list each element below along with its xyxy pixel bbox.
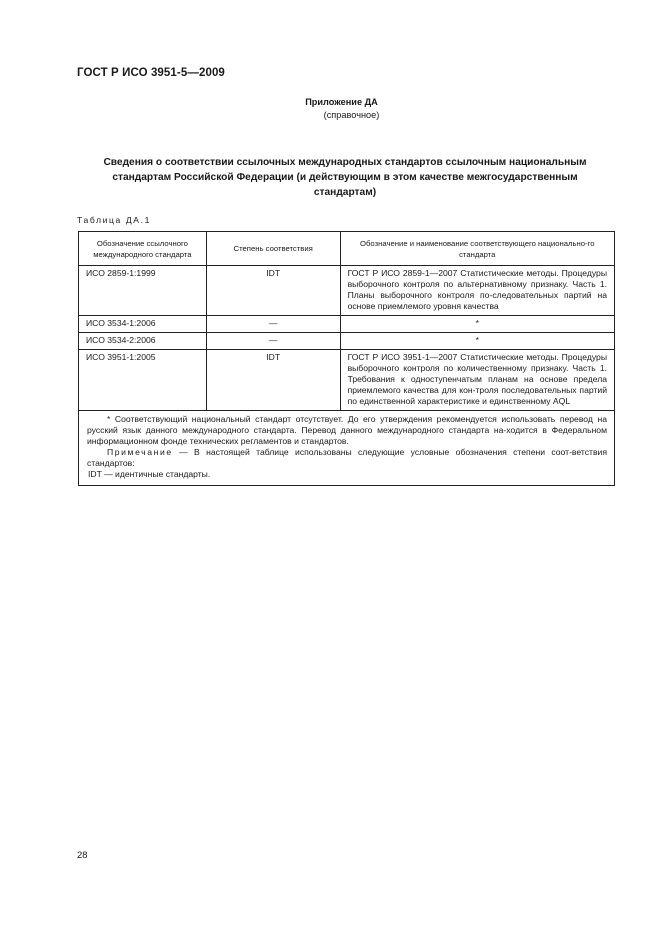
page-number: 28 bbox=[77, 850, 88, 861]
document-code: ГОСТ Р ИСО 3951-5—2009 bbox=[77, 67, 225, 79]
table-footnote: * Соответствующий национальный стандарт отсутствует. До его утверждения рекомендуется использовать перевод на русский язык данного международного стандарта. Перевод данного международного стандарта на-ходится в Федеральном информационном фонде технических регламентов и стандартов. bbox=[87, 414, 607, 446]
column-header-degree: Степень соответствия bbox=[206, 232, 340, 266]
table-header-row bbox=[79, 232, 615, 266]
cell-national-standard: ГОСТ Р ИСО 2859-1—2007 Статистические методы. Процедуры выборочного контроля по альтернативному признаку. Часть 1. Планы выборочного контроля по-следовательных партий на основе приемлемого уровня качества bbox=[340, 266, 614, 316]
cell-designation: ИСО 3951-1:2005 bbox=[79, 350, 207, 411]
column-header-designation: Обозначение ссылочного международного стандарта bbox=[79, 232, 207, 266]
table-row bbox=[79, 350, 615, 411]
appendix-title: Приложение ДА bbox=[305, 97, 378, 107]
cell-degree: — bbox=[206, 333, 340, 350]
table-row bbox=[79, 316, 615, 333]
note-text: — В настоящей таблице использованы следующие условные обозначения степени соот-ветствия стандартов: bbox=[87, 447, 607, 468]
degree-legend: IDT — идентичные стандарты. bbox=[88, 469, 211, 479]
cell-degree: IDT bbox=[206, 350, 340, 411]
correspondence-table bbox=[78, 231, 615, 486]
appendix-subtitle: (справочное) bbox=[323, 110, 380, 120]
cell-national-standard: * bbox=[340, 316, 614, 333]
cell-degree: — bbox=[206, 316, 340, 333]
table-row bbox=[79, 333, 615, 350]
table-notes bbox=[79, 411, 615, 486]
section-heading: Сведения о соответствии ссылочных международных стандартов ссылочным национальным стандартам Российской Федерации (и действующим в этом качестве межгосударственным стандартам) bbox=[103, 157, 587, 198]
table-row bbox=[79, 266, 615, 316]
note-label: Примечание bbox=[107, 447, 173, 457]
appendix-header bbox=[0, 96, 661, 122]
cell-national-standard: * bbox=[340, 333, 614, 350]
table-notes-row bbox=[79, 411, 615, 486]
cell-designation: ИСО 2859-1:1999 bbox=[79, 266, 207, 316]
cell-designation: ИСО 3534-1:2006 bbox=[79, 316, 207, 333]
table-note bbox=[87, 447, 607, 469]
column-header-national-standard: Обозначение и наименование соответствующего национально-го стандарта bbox=[340, 232, 614, 266]
cell-degree: IDT bbox=[206, 266, 340, 316]
cell-national-standard: ГОСТ Р ИСО 3951-1—2007 Статистические методы. Процедуры выборочного контроля по количественному признаку. Часть 1. Требования к одноступенчатым планам на основе предела приемлемого качества для кон-троля последовательных партий по единственной характеристике и единственному AQL bbox=[340, 350, 614, 411]
cell-designation: ИСО 3534-2:2006 bbox=[79, 333, 207, 350]
table-caption: Таблица ДА.1 bbox=[77, 215, 152, 225]
